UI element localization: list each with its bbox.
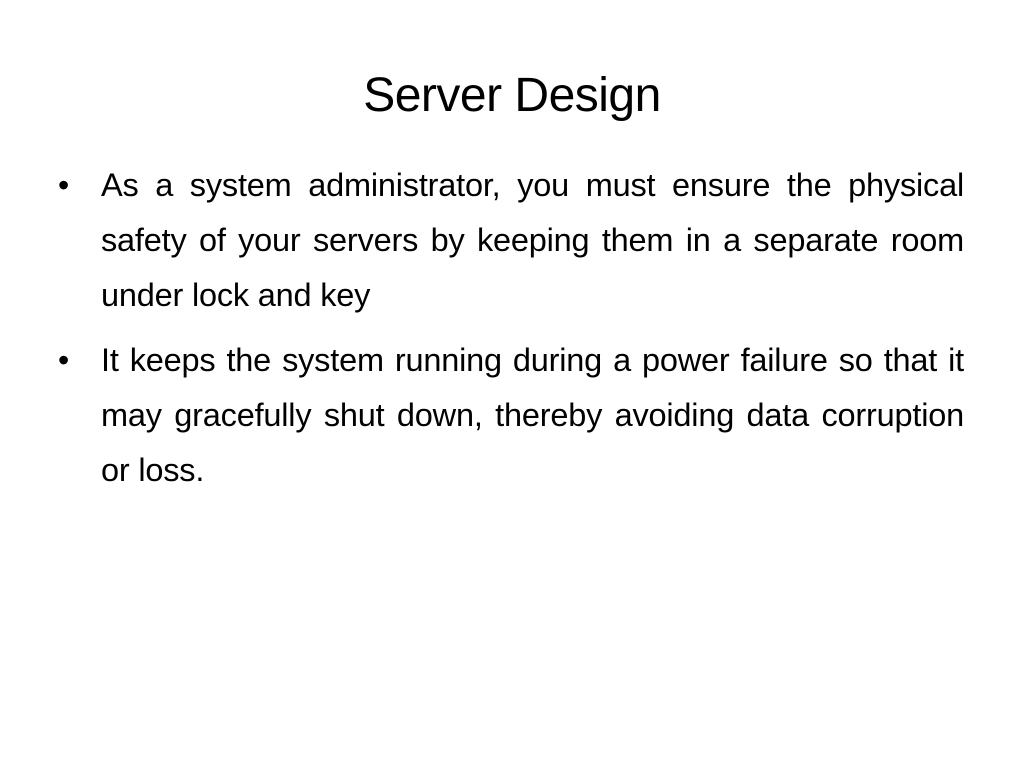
bullet-text: As a system administrator, you must ensure the physical safety of your servers by keeping them in a separate room under lock and key xyxy=(101,167,964,313)
bullet-list xyxy=(58,158,964,508)
bullet-item-1 xyxy=(58,158,964,323)
bullet-text: It keeps the system running during a power failure so that it may gracefully shut down, thereby avoiding data corruption or loss. xyxy=(101,342,964,488)
bullet-marker: • xyxy=(58,342,70,378)
slide-title: Server Design xyxy=(363,69,661,122)
bullet-marker: • xyxy=(58,167,70,203)
bullet-item-2 xyxy=(58,333,964,498)
